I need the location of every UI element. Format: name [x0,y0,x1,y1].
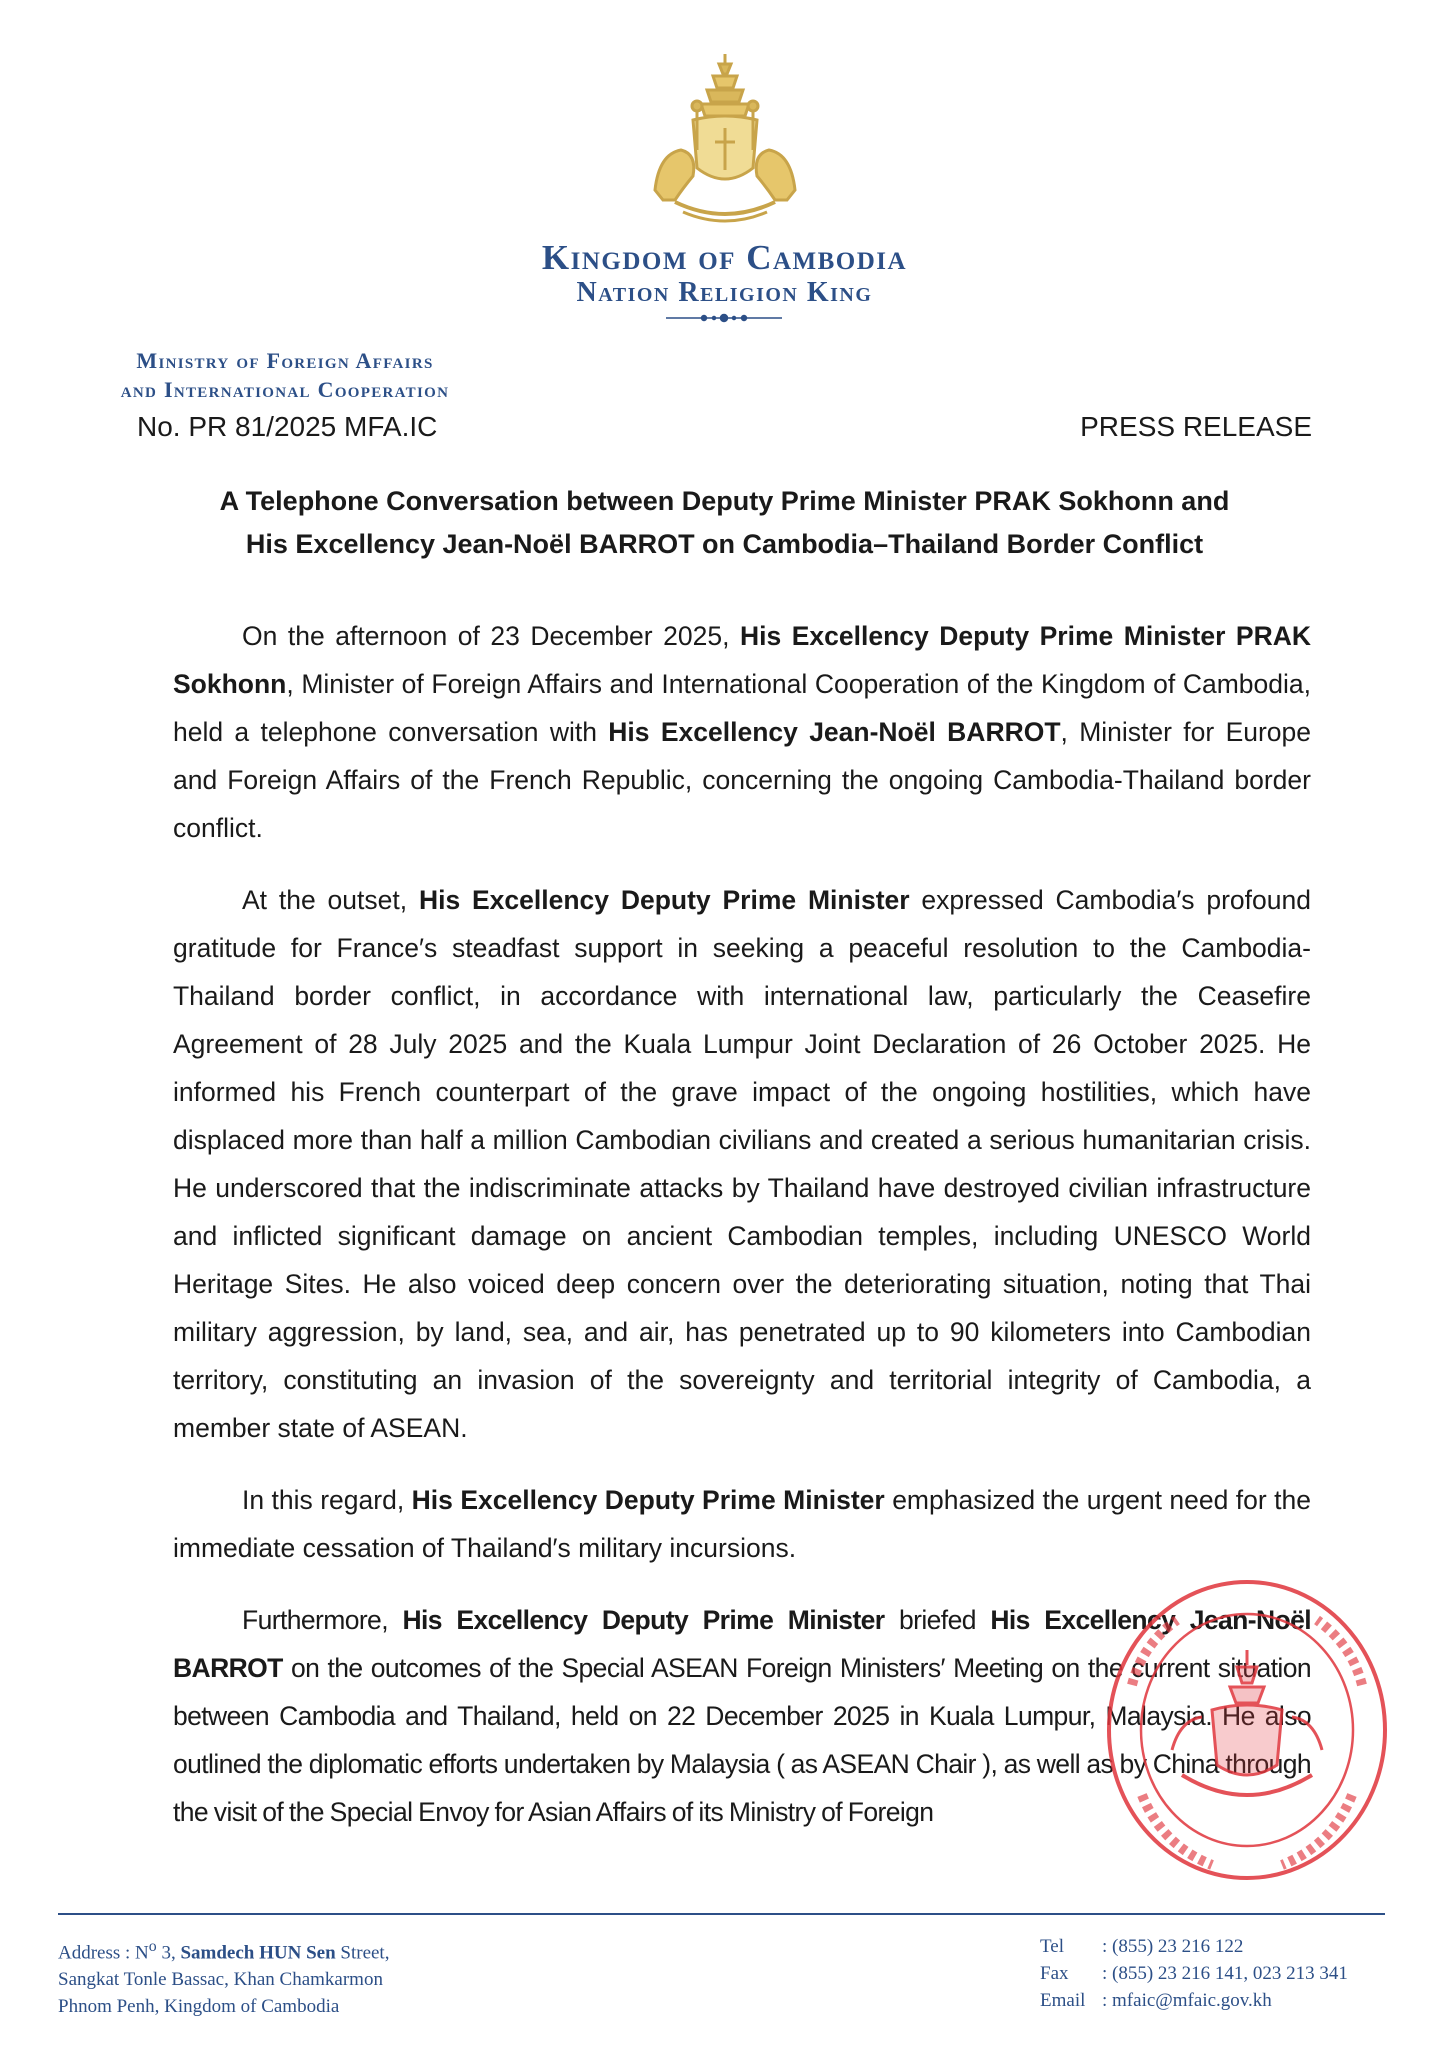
p4-bold-2: His Excellency Jean-Noël BARROT [173,1605,1312,1683]
p1-text-1: On the afternoon of 23 December 2025, [242,621,740,651]
p1-text-2: , Minister of Foreign Affairs and International Cooperation of the Kingdom of Cambodia, held a telephone conversation with [173,669,1311,747]
ministry-name-line1: Ministry of Foreign Affairs [136,348,434,373]
divider-ornament-icon [664,312,784,324]
p4-text-3: on the outcomes of the Special ASEAN Foreign Ministers′ Meeting on the current situation between Cambodia and Thailand, held on 22 December 2025 in Kuala Lumpur, Malaysia. He also outlined the diplomatic efforts undertaken by Malaysia ( as ASEAN Chair ), as well as by China through the visit of the Special Envoy for Asian Affairs of its Ministry of Foreign [173,1653,1311,1827]
p1-bold-2: His Excellency Jean-Noël BARROT [608,717,1061,747]
paragraph-2 [173,876,1311,1452]
address-line-3: Phnom Penh, Kingdom of Cambodia [58,1996,340,2018]
address-number: 3, [156,1942,181,1964]
address-line-2: Sangkat Tonle Bassac, Khan Chamkarmon [58,1969,383,1991]
address-street-name: Samdech HUN Sen [180,1942,336,1964]
p2-text-1: At the outset, [242,885,419,915]
fax-value: : (855) 23 216 141, 023 213 341 [1102,1963,1348,1984]
p4-bold-1: His Excellency Deputy Prime Minister [402,1605,885,1635]
p1-text-3: , Minister for Europe and Foreign Affairs of the French Republic, concerning the ongoing Cambodia-Thailand border conflict. [173,717,1312,843]
email-value[interactable]: : mfaic@mfaic.gov.kh [1102,1990,1272,2011]
headline-line1: A Telephone Conversation between Deputy Prime Minister PRAK Sokhonn and [219,486,1230,516]
p3-bold-1: His Excellency Deputy Prime Minister [411,1485,885,1515]
email-label: Email [1040,1990,1086,2011]
fax-label: Fax [1040,1963,1069,1984]
headline [100,480,1349,566]
address-line-1 [58,1933,389,1966]
footer-contact [1040,1933,1348,2014]
p4-text-1: Furthermore, [242,1605,403,1635]
press-release-label: PRESS RELEASE [1080,411,1312,442]
tel-label: Tel [1040,1936,1064,1957]
reference-number: No. PR 81/2025 MFA.IC [137,411,438,442]
address-number-sign: o [148,1938,157,1955]
royal-arms-emblem-icon [635,50,815,230]
p3-text-2: emphasized the urgent need for the immediate cessation of Thailand′s military incursions. [173,1485,1312,1563]
kingdom-motto: Nation Religion King [576,277,873,308]
email-row [1040,1987,1348,2014]
fax-row [1040,1960,1348,1987]
kingdom-title: Kingdom of Cambodia [541,238,908,277]
ministry-name [65,346,505,404]
address-label: Address : N [58,1942,149,1964]
official-seal-stamp-icon [1102,1575,1392,1885]
address-street-suffix: Street, [335,1942,390,1964]
headline-line2: His Excellency Jean-Noël BARROT on Cambodia–Thailand Border Conflict [245,529,1204,559]
footer-divider [58,1913,1385,1915]
p3-text-1: In this regard, [242,1485,412,1515]
paragraph-1 [173,612,1311,852]
p2-bold-1: His Excellency Deputy Prime Minister [418,885,910,915]
tel-row [1040,1933,1348,1960]
footer-address [58,1933,389,2020]
p1-bold-1: His Excellency Deputy Prime Minister PRAK Sokhonn [173,621,1311,699]
paragraph-3 [173,1476,1311,1572]
p4-text-2: briefed [884,1605,991,1635]
p2-text-2: expressed Cambodia′s profound gratitude for France′s steadfast support in seeking a peaceful resolution to the Cambodia-Thailand border conflict, in accordance with international law, particularly the Ceasefire Agreement of 28 July 2025 and the Kuala Lumpur Joint Declaration of 26 October 2025. He informed his French counterpart of the grave impact of the ongoing hostilities, which have displaced more than half a million Cambodian civilians and created a serious humanitarian crisis. He underscored that the indiscriminate attacks by Thailand have destroyed civilian infrastructure and inflicted significant damage on ancient Cambodian temples, including UNESCO World Heritage Sites. He also voiced deep concern over the deteriorating situation, noting that Thai military aggression, by land, sea, and air, has penetrated up to 90 kilometers into Cambodian territory, constituting an invasion of the sovereignty and territorial integrity of Cambodia, a member state of ASEAN. [173,885,1311,1443]
tel-value: : (855) 23 216 122 [1102,1936,1244,1957]
ministry-name-line2: and International Cooperation [120,377,450,402]
